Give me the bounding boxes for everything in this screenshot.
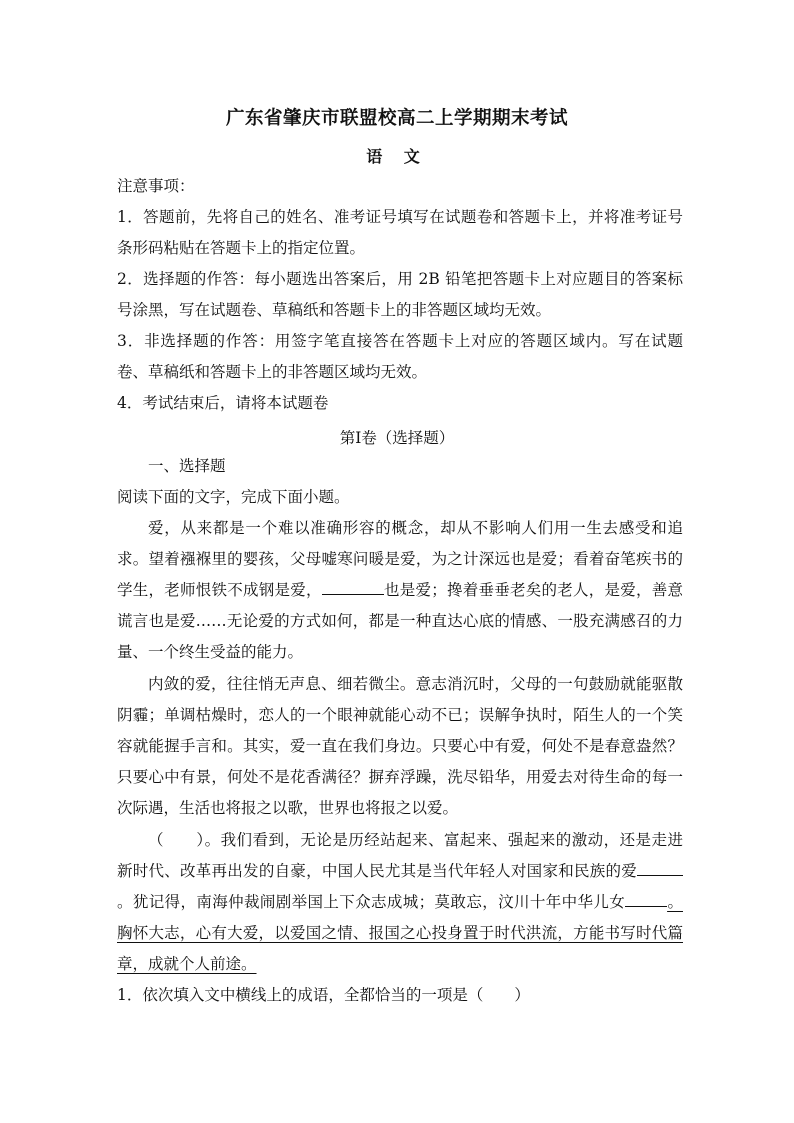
fill-blank-1 xyxy=(322,576,384,595)
exam-subject: 语 文 xyxy=(366,147,428,166)
note-item-3: 3．非选择题的作答：用签字笔直接答在答题卡上对应的答题区域内。写在试题卷、草稿纸和答题卡上的非答题区域均无效。 xyxy=(117,332,683,381)
reading-instruction: 阅读下面的文字，完成下面小题。 xyxy=(117,488,350,506)
note-item-1: 1．答题前，先将自己的姓名、准考证号填写在试题卷和答题卡上，并将准考证号条形码粘贴在答题卡上的指定位置。 xyxy=(117,208,683,257)
note-item-2: 2．选择题的作答：每小题选出答案后，用 2B 铅笔把答题卡上对应题目的答案标号涂黑，写在试题卷、草稿纸和答题卡上的非答题区域均无效。 xyxy=(117,270,683,319)
note-item-4: 4．考试结束后，请将本试题卷 xyxy=(117,394,329,412)
passage-text: 。犹记得，南海仲裁闹剧举国上下众志成城；莫敢忘，汶川十年中华儿女 xyxy=(117,893,626,911)
passage-text: 也是爱；搀着垂垂老矣的老人，是爱，善意谎言也是爱……无论爱的方式如何，都是一种直达心底的情感、一股充满感召的力量、一个终生受益的能力。 xyxy=(117,581,683,661)
question-1: 1．依次填入文中横线上的成语，全都恰当的一项是（ ） xyxy=(117,986,530,1004)
notes-heading: 注意事项： xyxy=(117,177,195,195)
exam-title: 广东省肇庆市联盟校高二上学期期末考试 xyxy=(225,108,568,129)
part-title: 第Ⅰ卷（选择题） xyxy=(339,429,455,447)
passage-text: ）。我们看到，无论是历经站起来、富起来、强起来的激动，还是走进新时代、改革再出发的自豪，中国人民尤其是当代年轻人对国家和民族的爱 xyxy=(117,831,683,880)
fill-blank-2 xyxy=(637,857,683,876)
passage-paragraph-2: 内敛的爱，往往悄无声息、细若微尘。意志消沉时，父母的一句鼓励就能驱散阴霾；单调枯燥时，恋人的一个眼神就能心动不已；误解争执时，陌生人的一个笑容就能握手言和。其实，爱一直在我们身边。只要心中有爱，何处不是春意盎然？只要心中有景，何处不是花香满径？摒弃浮躁，洗尽铅华，用爱去对待生命的每一次际遇，生活也将报之以歌，世界也将报之以爱。 xyxy=(117,675,683,817)
paren-open: （ xyxy=(148,831,164,849)
section-heading: 一、选择题 xyxy=(148,457,226,475)
passage-paragraph-3 xyxy=(117,825,683,980)
underlined-sentence: 。胸怀大志，心有大爱，以爱国之情、报国之心投身置于时代洪流，方能书写时代篇章，成就个人前途。 xyxy=(117,893,683,973)
fill-blank-3 xyxy=(625,888,667,907)
passage-text: 爱，从来都是一个难以准确形容的概念，却从不影响人们用一生去感受和追求。望着襁褓里的婴孩，父母嘘寒问暖是爱，为之计深远也是爱；看着奋笔疾书的学生，老师恨铁不成钢是爱， xyxy=(117,519,683,599)
passage-paragraph-1 xyxy=(117,513,683,668)
